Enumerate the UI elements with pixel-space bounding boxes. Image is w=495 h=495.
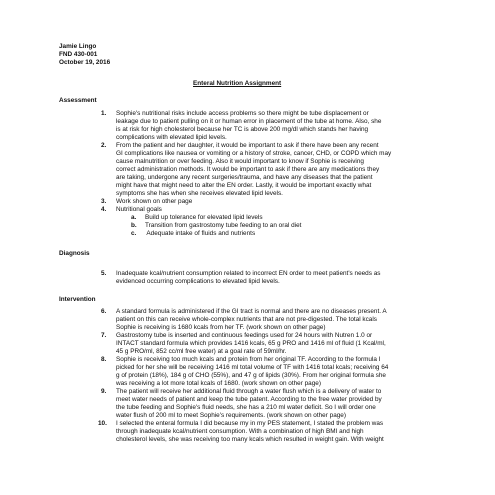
item-line: GI complications like nausea or vomiting or a history of stroke, cancer, CHD, or COPD which may [116,150,392,157]
item-line: Sophie's nutritional risks include access problems so there might be tube displacement or [116,110,369,117]
item-line: through inadequate kcal/nutrient consumption. With a combination of high BMI and high [116,428,364,435]
item-line: Sophie is receiving is 1680 kcals from her TF. (work shown on other page) [116,324,326,331]
item-line: INTACT standard formula which provides 1416 kcals, 65 g PRO and 1416 ml of fluid (1 Kcal/ml, [116,340,386,347]
item-line: symptoms she has when she receives elevated lipid levels. [116,190,283,197]
item-number: 2. [101,142,107,149]
item-number: 10. [98,420,107,427]
item-line: The patient will receive her additional fluid through a water flush which is a delivery of water to [116,388,382,395]
item-line: is at risk for high cholesterol because her TC is above 200 mg/dl which stands her having [116,126,369,133]
item-line: Inadequate kcal/nutrient consumption related to incorrect EN order to meet patient's needs as [116,270,381,277]
item-number: 3. [101,198,107,205]
goal-text: Build up tolerance for elevated lipid levels [145,214,263,221]
goal-letter: a. [131,214,137,221]
item-number: 9. [101,388,107,395]
item-line: meet water needs of patient and keep the tube patent. According to the free water provided by [116,396,382,403]
item-number: 5. [101,270,107,277]
goal-item [131,230,255,238]
author-name: Jamie Lingo [59,43,97,50]
goal-text: Transition from gastrostomy tube feeding to an oral diet [145,222,302,229]
document-date: October 19, 2016 [59,59,111,66]
goal-letter: c. [131,230,137,237]
item-line: complications with elevated lipid levels. [116,134,227,141]
item-line: might have that might need to alter the EN order. Lastly, it would be important exactly what [116,182,372,189]
course-code: FND 430-001 [59,51,98,58]
item-line: From the patient and her daughter, it would be important to ask if there have been any recent [116,142,379,149]
section-diagnosis: Diagnosis [59,250,90,257]
goal-item [131,222,301,230]
item-number: 4. [101,206,107,213]
item-line: was receiving a lot more total kcals of 1680. (work shown on other page) [116,380,321,387]
item-line: 45 g PRO/ml, 852 cc/ml free water) at a goal rate of 59ml/hr. [116,348,287,355]
item-line: are taking, undergone any recent surgeries/trauma, and have any diseases that the patient [116,174,373,181]
item-line: the tube feeding and Sophie's fluid needs, she has a 210 ml water deficit. So I will order one [116,404,376,411]
item-number: 6. [101,308,107,315]
section-assessment: Assessment [59,97,97,104]
item-line: Gastrostomy tube is inserted and continuous feedings used for 24 hours with Nutren 1.0 or [116,332,373,339]
item-line: correct administration methods. It would be important to ask if there are any medications they [116,166,380,173]
item-line: g of protein (18%), 184 g of CHO (55%), and 47 g of lipids (30%). From her original formula she [116,372,386,379]
item-line: A standard formula is administered if the GI tract is normal and there are no diseases present. A [116,308,387,315]
item-number: 8. [101,356,107,363]
item-line: cause malnutrition or over feeding. Also it would important to know if Sophie is receiving [116,158,364,165]
item-line: leakage due to patient pulling on it or human error in placement of the tube at home. Also, she [116,118,382,125]
item-line: cholesterol levels, she was receiving too many kcals which resulted in weight gain. With weight [116,436,384,443]
item-line: patient on this can receive whole-complex nutrients that are not pre-digested. The total kcals [116,316,377,323]
item-line: evidenced occurring complications to elevated lipid levels. [116,278,280,285]
item-line: Sophie is receiving too much kcals and protein from her original TF. According to the formula I [116,356,381,363]
goal-letter: b. [131,222,137,229]
item-line: Work shown on other page [116,198,193,205]
item-number: 7. [101,332,107,339]
item-line: picked for her she will be receiving 1416 ml total volume of TF with 1416 total kcals; receiving 64 [116,364,389,371]
item-line: Nutritional goals [116,206,162,213]
document-title: Enteral Nutrition Assignment [193,80,282,87]
item-line: I selected the enteral formula I did because my in my PES statement, I stated the problem was [116,420,384,427]
section-intervention: Intervention [59,296,96,303]
goal-text: Adequate intake of fluids and nutrients [145,230,256,237]
item-line: water flush of 200 ml to meet Sophie's requirements. (work shown on other page) [116,412,346,419]
item-number: 1. [101,110,107,117]
goal-item [131,214,263,222]
